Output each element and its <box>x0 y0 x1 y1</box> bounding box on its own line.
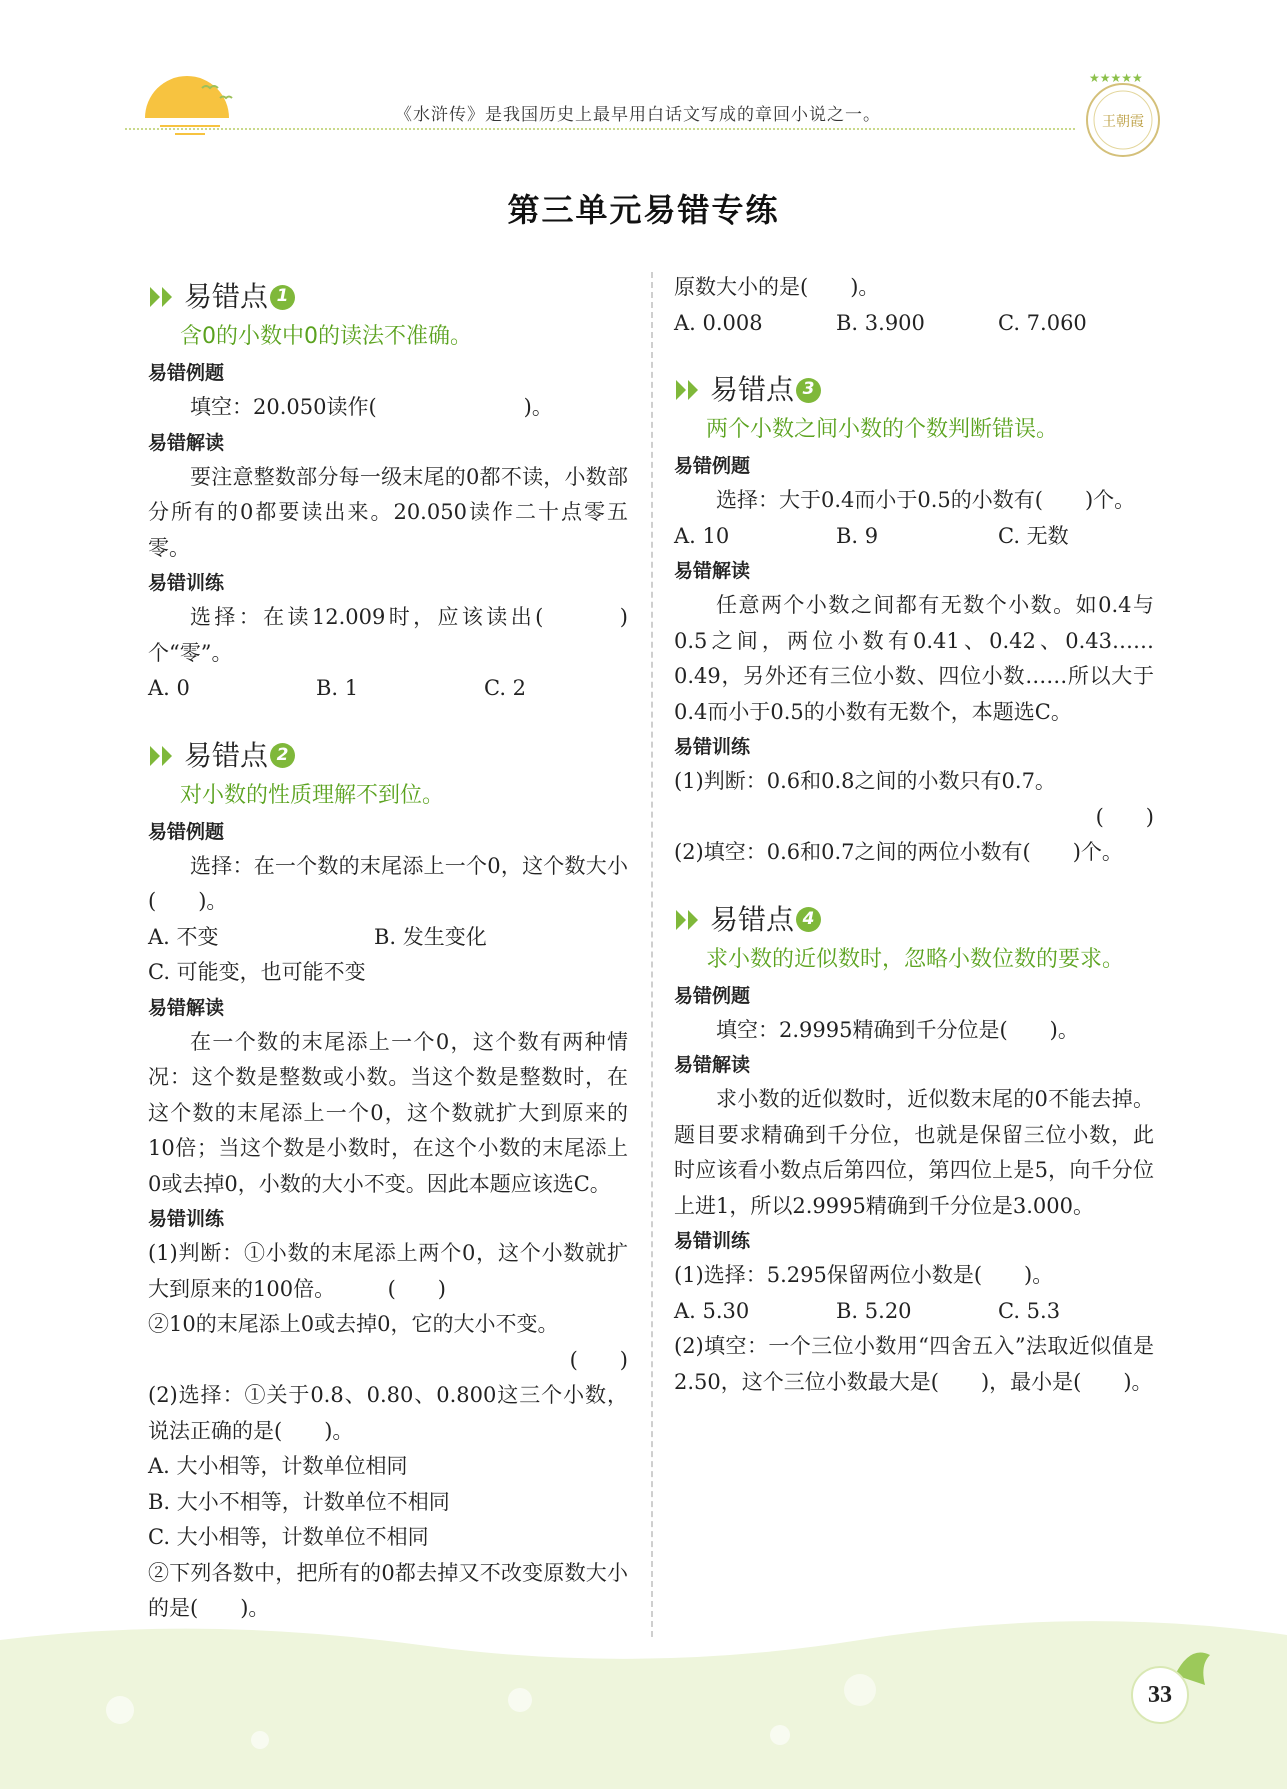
answer-bracket: ( ) <box>1095 804 1154 829</box>
point-number-badge: 3 <box>796 378 821 403</box>
option-b: B. 9 <box>836 523 879 548</box>
double-arrow-icon <box>148 284 178 310</box>
point-2-practice-2b-options <box>674 306 1154 342</box>
point-2-heading <box>148 733 628 779</box>
explain-label: 易错解读 <box>674 1054 751 1076</box>
page-title: 第三单元易错专练 <box>507 191 780 229</box>
option-c: C. 7.060 <box>998 310 1087 335</box>
left-column <box>148 270 628 1620</box>
option-a: A. 5.30 <box>674 1298 750 1323</box>
point-1-heading <box>148 274 628 320</box>
column-divider <box>651 272 653 1637</box>
point-title: 易错点 <box>184 738 269 772</box>
right-column <box>674 270 1154 1400</box>
point-2-practice-2b: ②下列各数中，把所有的0都去掉又不改变原数大小的是( )。 <box>148 1560 628 1620</box>
point-4-subtitle: 求小数的近似数时，忽略小数位数的要求。 <box>706 946 1125 972</box>
option-c: C. 可能变，也可能不变 <box>148 960 366 984</box>
option-c: C. 大小相等，计数单位不相同 <box>148 1525 429 1549</box>
point-4-explain: 求小数的近似数时，近似数末尾的0不能去掉。题目要求精确到千分位，也就是保留三位小数，此时应该看小数点后第四位，第四位上是5，向千分位上进1，所以2.9995精确到千分位是3.000。 <box>674 1087 1154 1218</box>
option-b: B. 5.20 <box>836 1298 912 1323</box>
point-title: 易错点 <box>710 373 795 407</box>
option-b: B. 大小不相等，计数单位不相同 <box>148 1489 450 1514</box>
point-2-practice-2b-continued: 原数大小的是( )。 <box>674 275 880 299</box>
point-2-example-options <box>148 920 628 956</box>
practice-label: 易错训练 <box>674 736 751 758</box>
point-2-explain: 在一个数的末尾添上一个0，这个数有两种情况：这个数是整数或小数。当这个数是整数时，在这个数的末尾添上一个0，这个数就扩大到原来的10倍；当这个数是小数时，在这个小数的末尾添上0或去掉0，小数的大小不变。因此本题应该选C。 <box>148 1029 628 1196</box>
point-4-practice-1-options <box>674 1294 1154 1330</box>
point-2-example: 选择：在一个数的末尾添上一个0，这个数大小( )。 <box>148 853 628 913</box>
point-3-subtitle: 两个小数之间小数的个数判断错误。 <box>706 417 1059 442</box>
svg-text:★★★★★: ★★★★★ <box>1089 71 1143 85</box>
point-4-practice-1: (1)选择：5.295保留两位小数是( )。 <box>674 1263 1054 1287</box>
double-arrow-icon <box>148 743 178 769</box>
option-c: C. 无数 <box>998 523 1069 548</box>
point-3-practice-2: (2)填空：0.6和0.7之间的两位小数有( )个。 <box>674 840 1123 864</box>
page-number: 33 <box>1131 1666 1189 1724</box>
example-label: 易错例题 <box>148 820 225 843</box>
explain-label: 易错解读 <box>148 996 225 1019</box>
point-3-example: 选择：大于0.4而小于0.5的小数有( )个。 <box>716 488 1136 512</box>
option-c: C. 5.3 <box>998 1298 1061 1323</box>
option-a: A. 大小相等，计数单位相同 <box>148 1454 408 1478</box>
double-arrow-icon <box>674 907 704 933</box>
point-title: 易错点 <box>710 902 795 936</box>
example-label: 易错例题 <box>674 984 751 1007</box>
point-title: 易错点 <box>184 280 269 314</box>
point-1-practice-options <box>148 671 628 707</box>
point-3-explain: 任意两个小数之间都有无数个小数。如0.4与0.5之间，两位小数有0.41、0.42、0.43……0.49，另外还有三位小数、四位小数……所以大于0.4而小于0.5的小数有无数个，本题选C。 <box>674 593 1154 724</box>
point-1-example: 填空：20.050读作( )。 <box>190 395 553 419</box>
header-divider <box>125 128 1075 130</box>
point-1-practice: 选择：在读12.009时，应该读出( )个“零”。 <box>148 605 628 665</box>
point-3-heading <box>674 367 1154 413</box>
footer-wave <box>0 1620 1287 1789</box>
point-2-practice-2a: (2)选择：①关于0.8、0.80、0.800这三个小数，说法正确的是( )。 <box>148 1383 628 1443</box>
point-4-practice-2: (2)填空：一个三位小数用“四舍五入”法取近似值是2.50，这个三位小数最大是( )，最小是( )。 <box>674 1334 1154 1394</box>
point-4-example: 填空：2.9995精确到千分位是( )。 <box>716 1017 1079 1042</box>
option-b: B. 发生变化 <box>374 924 487 949</box>
double-arrow-icon <box>674 377 704 403</box>
option-b: B. 1 <box>316 676 359 700</box>
point-2-practice-1a: (1)判断：①小数的末尾添上两个0，这个小数就扩大到原来的100倍。 ( ) <box>148 1241 628 1301</box>
option-a: A. 10 <box>674 523 730 548</box>
practice-label: 易错训练 <box>148 1208 225 1230</box>
publisher-logo <box>1075 70 1175 160</box>
point-number-badge: 1 <box>270 285 295 310</box>
example-label: 易错例题 <box>674 455 751 477</box>
option-a: A. 0.008 <box>674 310 763 335</box>
point-number-badge: 2 <box>270 743 295 768</box>
svg-text:王朝霞: 王朝霞 <box>1102 114 1144 130</box>
practice-label: 易错训练 <box>148 572 225 594</box>
option-b: B. 3.900 <box>836 310 925 335</box>
point-4-heading <box>674 897 1154 943</box>
option-a: A. 0 <box>148 676 190 700</box>
practice-label: 易错训练 <box>674 1230 751 1252</box>
point-2-subtitle: 对小数的性质理解不到位。 <box>180 782 445 808</box>
header-quote: 《水浒传》是我国历史上最早用白话文写成的章回小说之一。 <box>395 105 881 125</box>
example-label: 易错例题 <box>148 362 225 384</box>
option-c: C. 2 <box>484 676 527 700</box>
explain-label: 易错解读 <box>674 560 751 582</box>
point-1-subtitle: 含0的小数中0的读法不准确。 <box>180 324 472 349</box>
point-3-practice-1: (1)判断：0.6和0.8之间的小数只有0.7。 <box>674 769 1056 793</box>
explain-label: 易错解读 <box>148 431 225 454</box>
point-3-example-options <box>674 519 1154 555</box>
page-header <box>0 0 1287 170</box>
point-1-explain: 要注意整数部分每一级末尾的0都不读，小数部分所有的0都要读出来。20.050读作二十点零五零。 <box>148 464 628 560</box>
option-a: A. 不变 <box>148 924 219 949</box>
point-number-badge: 4 <box>796 907 821 932</box>
answer-bracket: ( ) <box>569 1347 628 1372</box>
point-2-practice-1b: ②10的末尾添上0或去掉0，它的大小不变。 <box>148 1312 559 1336</box>
